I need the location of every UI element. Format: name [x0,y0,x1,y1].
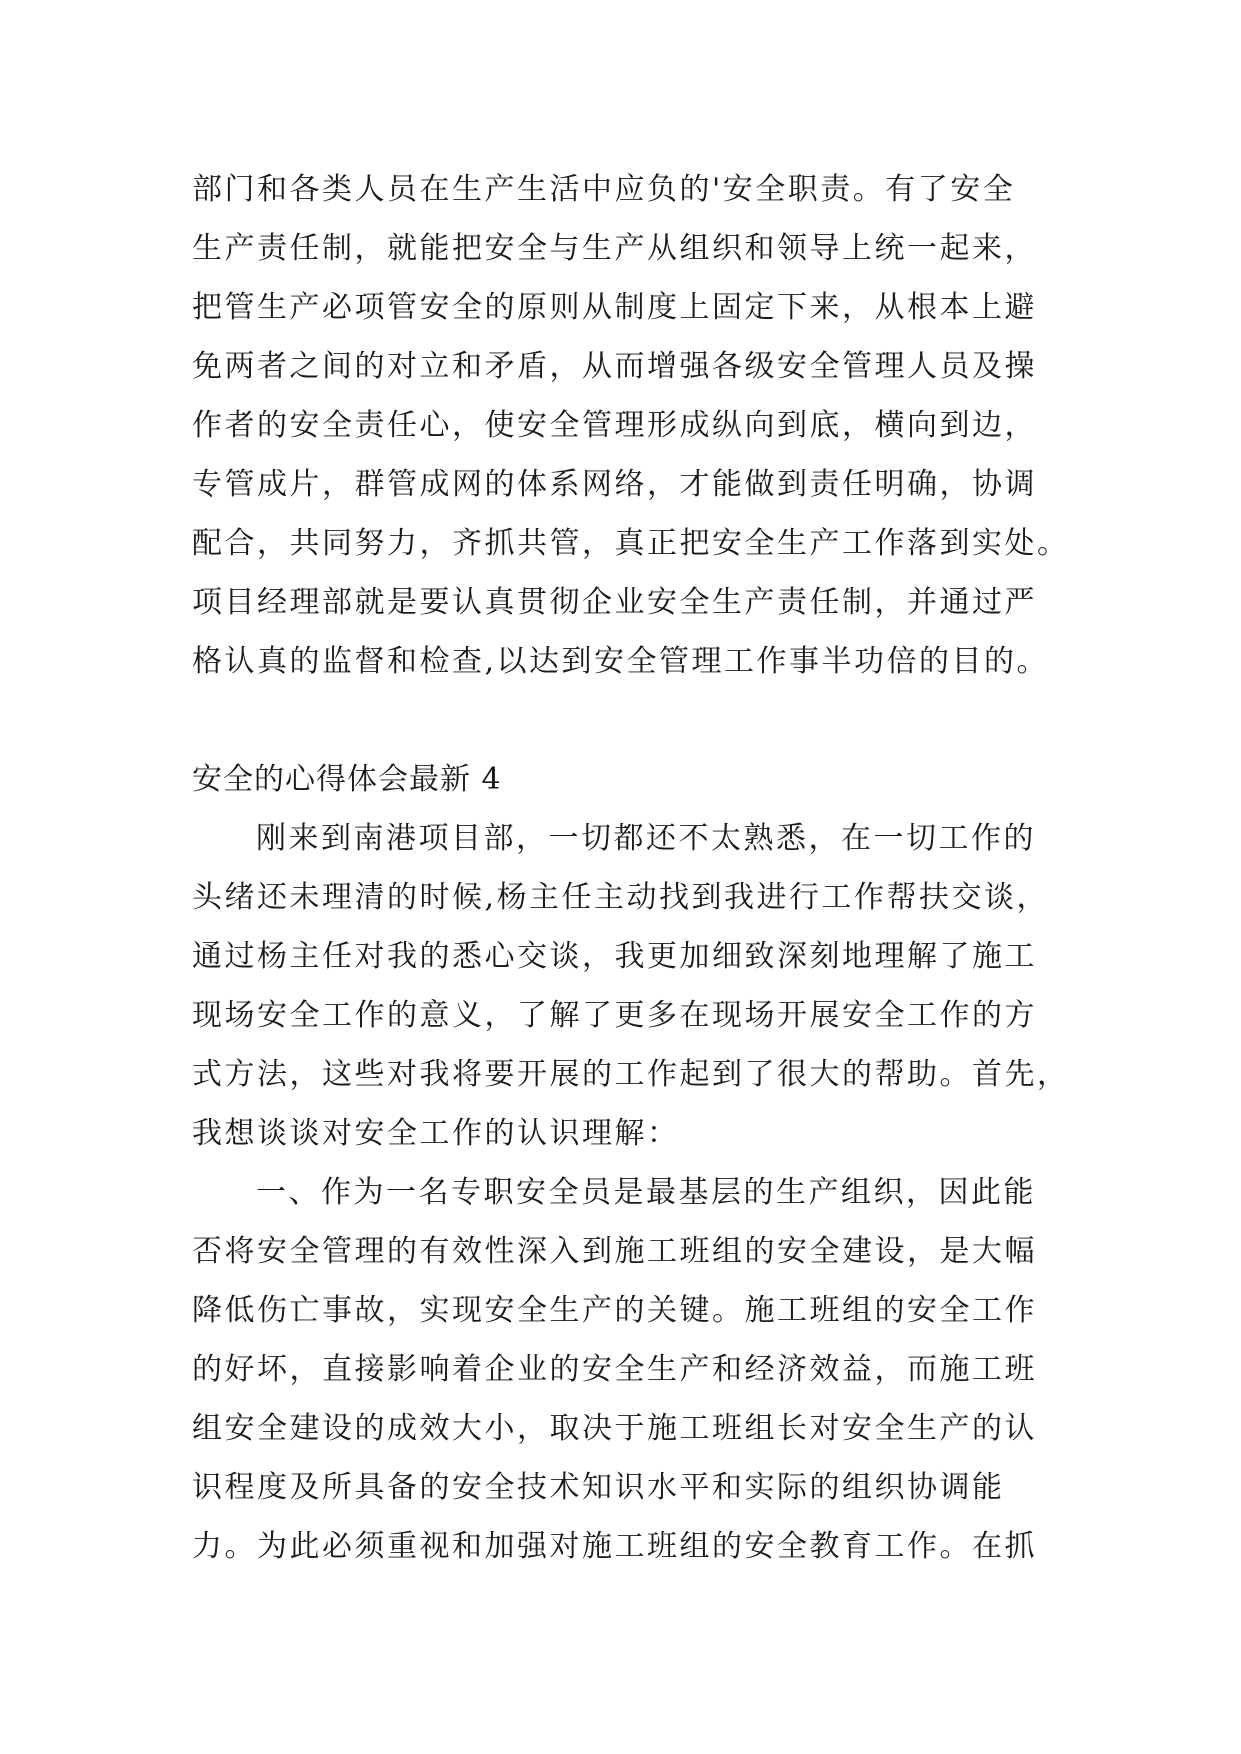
text-line: 专管成片，群管成网的体系网络，才能做到责任明确，协调 [192,467,1037,502]
text-line: 现场安全工作的意义，了解了更多在现场开展安全工作的方 [192,998,1037,1033]
text-line: 项目经理部就是要认真贯彻企业安全生产责任制，并通过严 [192,585,1037,620]
text-line: 把管生产必项管安全的原则从制度上固定下来，从根本上避 [192,290,1037,325]
text-line: 组安全建设的成效大小，取决于施工班组长对安全生产的认 [192,1411,1037,1446]
text-line: 作者的安全责任心，使安全管理形成纵向到底，横向到边， [192,408,1037,443]
text-line: 的好坏，直接影响着企业的安全生产和经济效益，而施工班 [192,1352,1037,1387]
section-heading: 安全的心得体会最新 4 [192,762,502,797]
text-line: 免两者之间的对立和矛盾，从而增强各级安全管理人员及操 [192,349,1037,384]
text-line: 刚来到南港项目部，一切都还不太熟悉，在一切工作的 [256,821,1036,856]
text-line: 力。为此必须重视和加强对施工班组的安全教育工作。在抓 [192,1529,1037,1564]
text-line: 否将安全管理的有效性深入到施工班组的安全建设，是大幅 [192,1234,1037,1269]
text-line: 配合，共同努力，齐抓共管，真正把安全生产工作落到实处。 [192,526,1070,561]
text-line: 头绪还未理清的时候,杨主任主动找到我进行工作帮扶交谈， [192,880,1050,915]
document-body [192,160,1070,1576]
text-line: 我想谈谈对安全工作的认识理解： [192,1116,680,1151]
paragraph-responsibility-system [192,160,1070,691]
text-line: 一、作为一名专职安全员是最基层的生产组织，因此能 [256,1175,1036,1210]
text-line: 部门和各类人员在生产生活中应负的'安全职责。有了安全 [192,172,1016,207]
text-line: 识程度及所具备的安全技术知识水平和实际的组织协调能 [192,1470,1005,1505]
text-line: 降低伤亡事故，实现安全生产的关键。施工班组的安全工作 [192,1293,1037,1328]
paragraph-intro [192,809,1070,1163]
text-line: 通过杨主任对我的悉心交谈，我更加细致深刻地理解了施工 [192,939,1037,974]
text-line: 式方法，这些对我将要开展的工作起到了很大的帮助。首先， [192,1057,1070,1092]
text-line: 生产责任制，就能把安全与生产从组织和领导上统一起来， [192,231,1037,266]
paragraph-point-one [192,1163,1052,1576]
paragraph-spacer [192,691,1052,750]
text-line: 格认真的监督和检查,以达到安全管理工作事半功倍的目的。 [192,644,1050,679]
